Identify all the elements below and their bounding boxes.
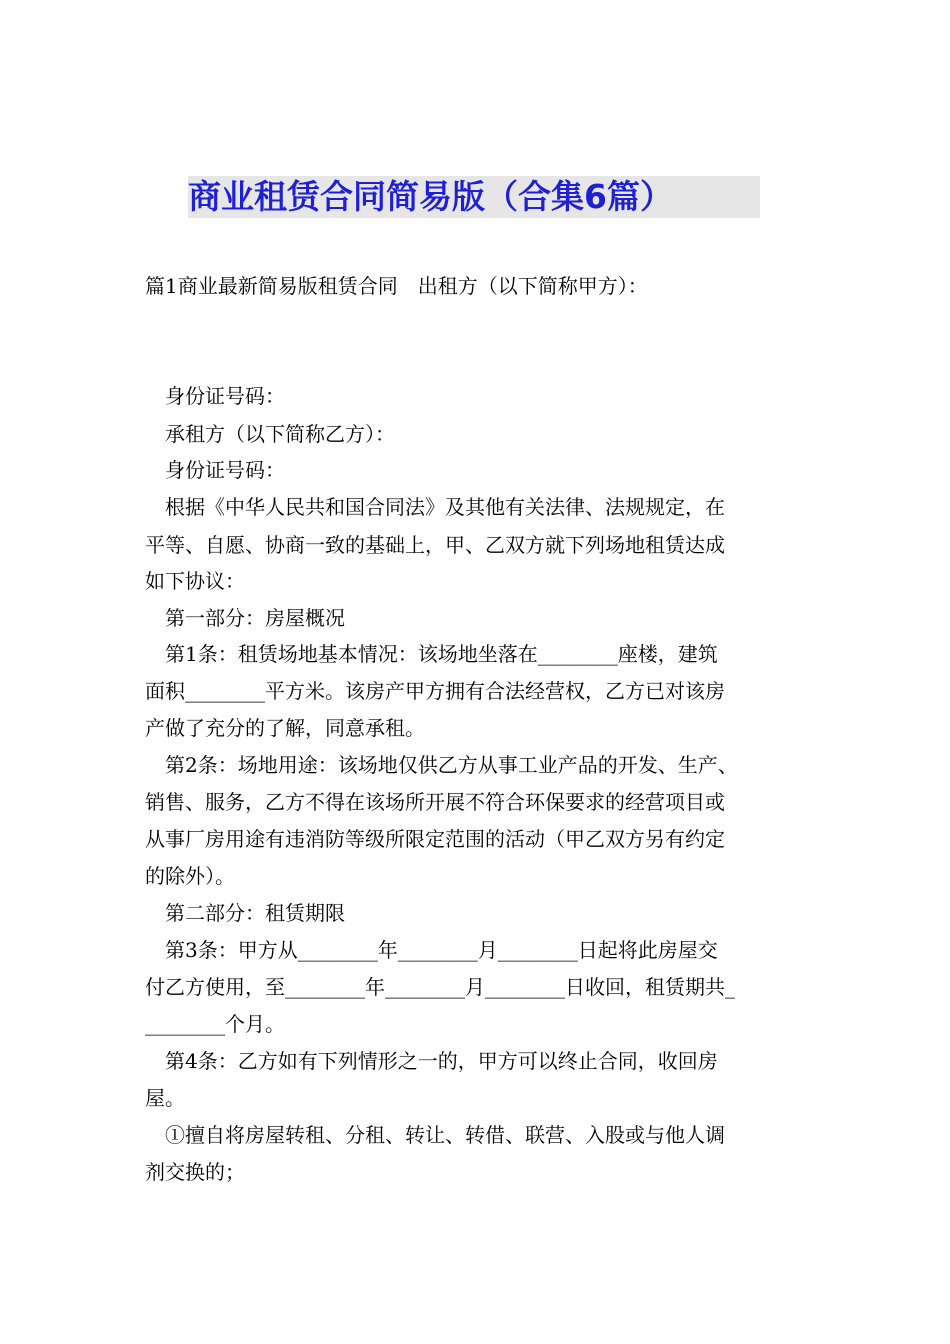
text-line: 平等、自愿、协商一致的基础上，甲、乙双方就下列场地租赁达成 — [145, 533, 725, 557]
text-line: 身份证号码： — [165, 458, 285, 482]
text-line: 第一部分：房屋概况 — [165, 606, 345, 630]
text-line: 承租方（以下简称乙方）： — [165, 422, 395, 446]
heading-line: 篇1商业最新简易版租赁合同 出租方（以下简称甲方）： — [145, 274, 648, 298]
text-line: 身份证号码： — [165, 384, 285, 408]
text-line: 根据《中华人民共和国合同法》及其他有关法律、法规规定，在 — [165, 495, 725, 519]
text-line: 如下协议： — [145, 569, 245, 593]
text-line: 的除外）。 — [145, 864, 235, 888]
text-line: 付乙方使用，至________年________月________日收回，租赁期共_ — [145, 975, 735, 999]
text-line: 销售、服务，乙方不得在该场所开展不符合环保要求的经营项目或 — [145, 790, 725, 814]
text-line: 屋。 — [145, 1086, 185, 1110]
text-line: ①擅自将房屋转租、分租、转让、转借、联营、入股或与他人调 — [165, 1123, 725, 1147]
text-line: 第1条：租赁场地基本情况：该场地坐落在________座楼，建筑 — [165, 642, 718, 666]
document-title: 商业租赁合同简易版（合集6篇） — [188, 177, 673, 216]
text-line: 第2条：场地用途：该场地仅供乙方从事工业产品的开发、生产、 — [165, 753, 738, 777]
text-line: 第二部分：租赁期限 — [165, 901, 345, 925]
text-line: 剂交换的； — [145, 1160, 245, 1184]
text-line: 产做了充分的了解，同意承租。 — [145, 716, 425, 740]
text-line: 面积________平方米。该房产甲方拥有合法经营权，乙方已对该房 — [145, 679, 725, 703]
text-line: 从事厂房用途有违消防等级所限定范围的活动（甲乙双方另有约定 — [145, 827, 725, 851]
text-line: ________个月。 — [145, 1012, 285, 1036]
text-line: 第3条：甲方从________年________月________日起将此房屋交 — [165, 938, 718, 962]
text-line: 第4条：乙方如有下列情形之一的，甲方可以终止合同，收回房 — [165, 1049, 718, 1073]
